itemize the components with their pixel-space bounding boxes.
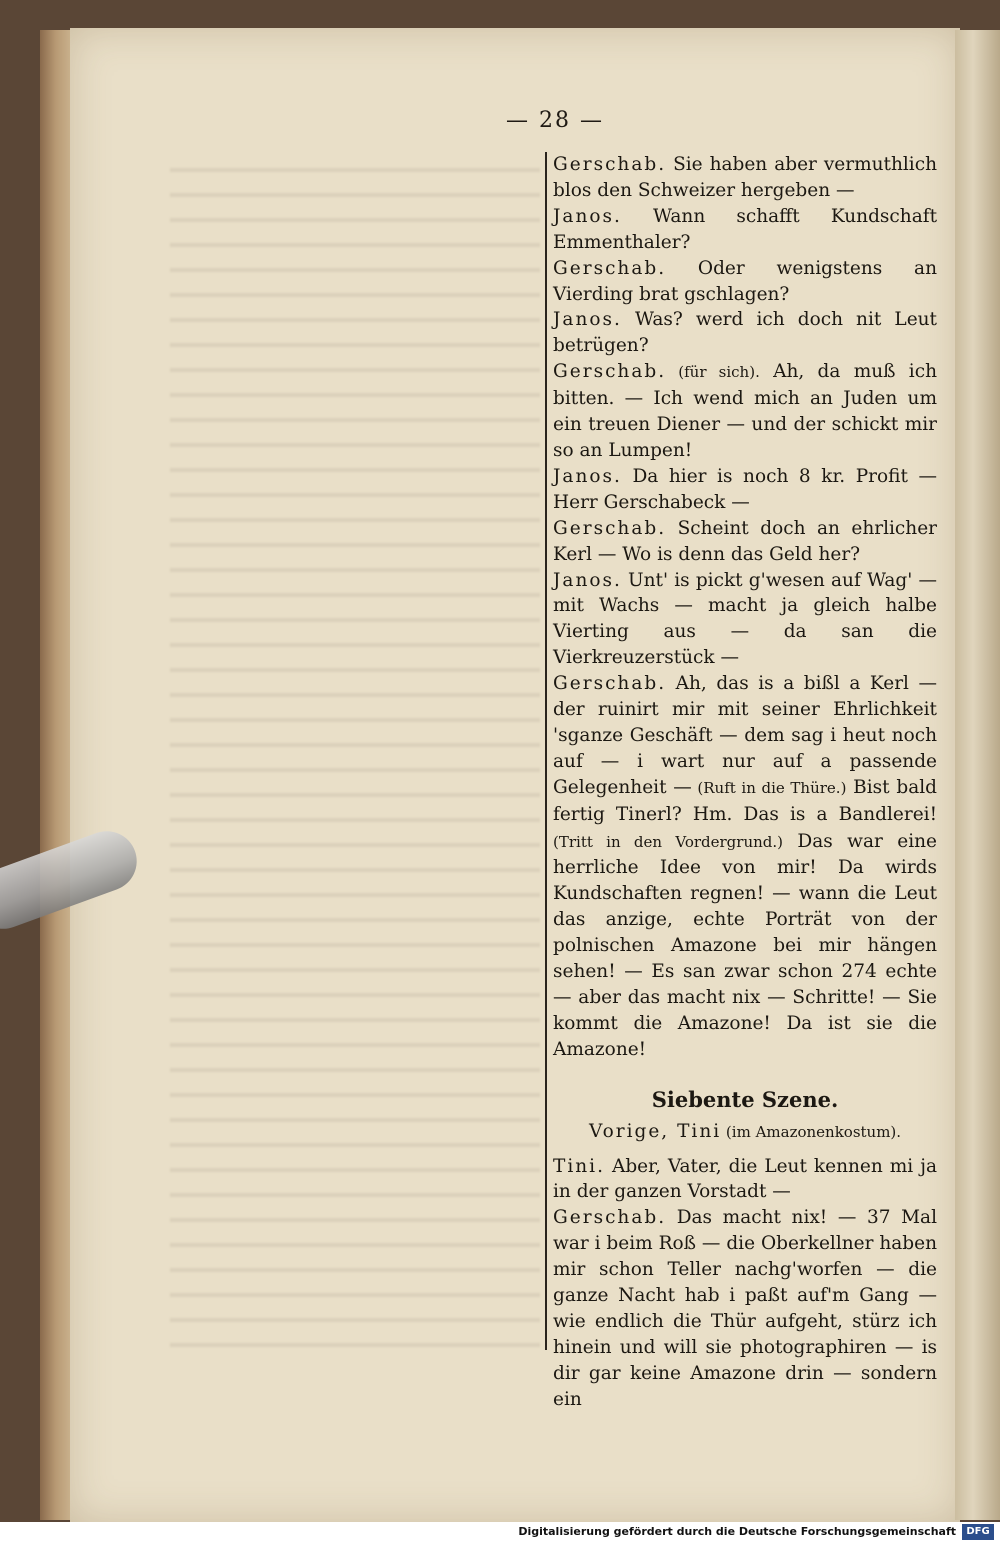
dialogue-line: Janos. Unt' is pickt g'wesen auf Wag' — mit Wachs — macht ja gleich halbe Vierting aus — da san die Vierkreuzerstück — [553, 569, 937, 669]
speaker-name: Gerschab. [553, 361, 667, 383]
book-edge-right [955, 30, 1000, 1520]
dialogue-line: Gerschab. Das macht nix! — 37 Mal war i beim Roß — die Oberkellner haben mir schon Teller nachg'worfen — die ganze Nacht hab i paßt auf'm Gang — wie endlich die Thür aufgeht, stürz ich hinein und will sie photographiren — is dir gar keine Amazone drin — sondern ein [553, 1207, 937, 1410]
speaker-name: Gerschab. [553, 673, 667, 695]
cast-names: Vorige, Tini [588, 1120, 722, 1142]
page-number: — 28 — [506, 108, 604, 133]
footer-bar [0, 1522, 1000, 1543]
text-column [553, 152, 937, 1413]
dialogue-line: Gerschab. Scheint doch an ehrlicher Kerl — Wo is denn das Geld her? [553, 517, 937, 565]
scene-heading: Siebente Szene. [651, 1086, 839, 1112]
speaker-name: Janos. [553, 309, 622, 331]
dialogue-line: Tini. Aber, Vater, die Leut kennen mi ja in der ganzen Vorstadt — [553, 1155, 937, 1203]
speaker-name: Gerschab. [553, 154, 667, 175]
funding-notice: Digitalisierung gefördert durch die Deutsche Forschungsgemeinschaft [518, 1525, 956, 1538]
speaker-name: Tini. [553, 1155, 605, 1177]
column-rule [545, 152, 547, 1350]
cast-list [553, 1119, 937, 1146]
dialogue-line: Gerschab. Ah, das is a bißl a Kerl — der ruinirt mir mit seiner Ehrlichkeit 'sganze Geschäft — dem sag i heut noch auf — i wart nur auf a passende Gelegenheit — (Ruft in die Thüre.) Bist bald fertig Tinerl? Hm. Das is a Bandlerei! (Tritt in den Vordergrund.) Das war eine herrliche Idee von mir! Da wirds Kundschaften regnen! — wann die Leut das anzige, echte Porträt von der polnischen Amazone bei mir hängen sehen! — Es san zwar schon 274 echte — aber das macht nix — Schritte! — Sie kommt die Amazone! Da ist sie die Amazone! [553, 673, 937, 1060]
dialogue-line: Gerschab. Sie haben aber vermuthlich blos den Schweizer hergeben — [553, 154, 937, 201]
dialogue-line: Gerschab. (für sich). Ah, da muß ich bitten. — Ich wend mich an Juden um ein treuen Diener — und der schickt mir so an Lumpen! [553, 361, 937, 461]
speaker-name: Gerschab. [553, 257, 667, 279]
dfg-logo-icon: DFG [962, 1524, 994, 1540]
bleed-through-text [170, 150, 540, 1350]
speaker-name: Janos. [553, 465, 622, 487]
speaker-name: Gerschab. [553, 517, 667, 539]
dialogue-line: Janos. Was? werd ich doch nit Leut betrügen? [553, 309, 937, 357]
dialogue-line: Gerschab. Oder wenigstens an Vierding brat gschlagen? [553, 257, 937, 305]
stage-direction: (Tritt in den Vordergrund.) [553, 832, 783, 851]
stage-direction: (Ruft in die Thüre.) [691, 778, 847, 797]
speaker-name: Janos. [553, 569, 622, 591]
speaker-name: Gerschab. [553, 1207, 667, 1229]
dialogue-line: Janos. Wann schafft Kundschaft Emmenthaler? [553, 205, 937, 253]
dialogue-line: Janos. Da hier is noch 8 kr. Profit — Herr Gerschabeck — [553, 465, 937, 513]
stage-direction: (im Amazonenkostum). [721, 1122, 902, 1141]
speaker-name: Janos. [553, 205, 622, 227]
stage-direction: (für sich). [666, 363, 760, 382]
